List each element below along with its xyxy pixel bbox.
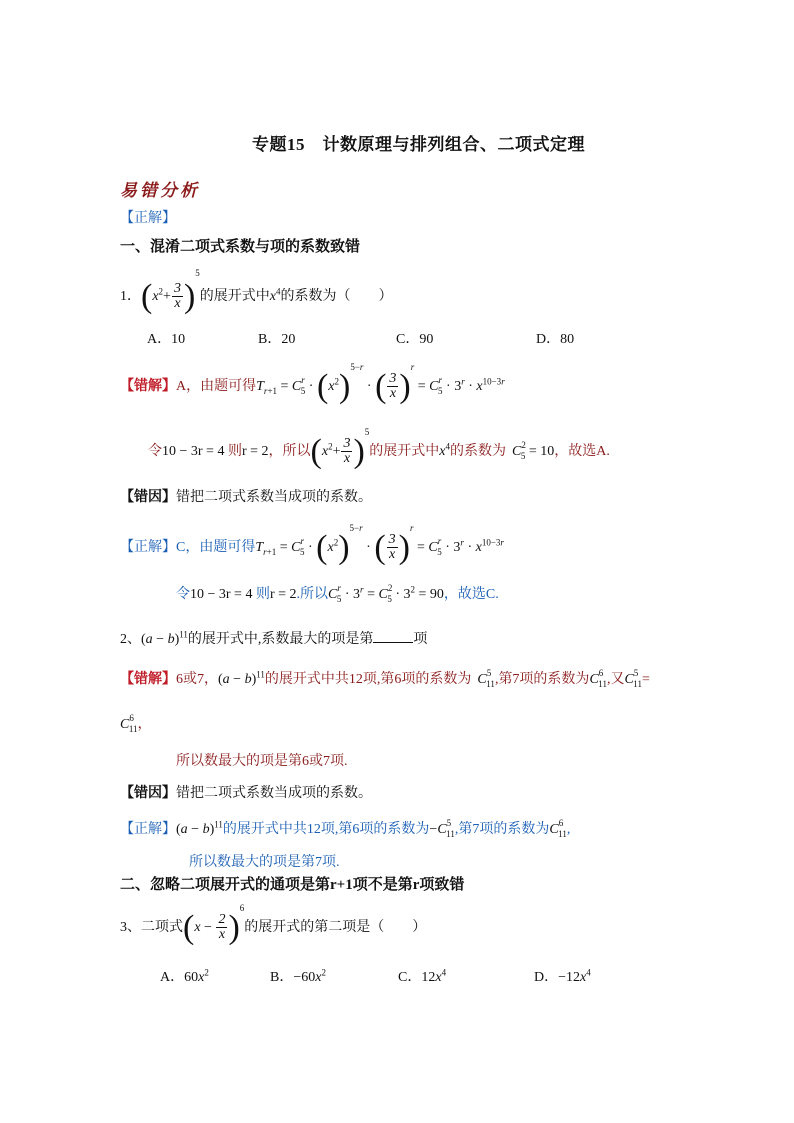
q1-option-c: C．90 (396, 332, 434, 347)
answer-blank[interactable] (373, 630, 413, 643)
q1-cuoyin: 【错因】错把二项式系数当成项的系数。 (120, 490, 372, 505)
q2-zhengjie-conclusion: 所以数最大的项是第7项. (189, 855, 340, 870)
q1-zhengjie: 【正解】C，由题可得$T_{r+1} = C^r_5 \cdot (x^2)^{5-r}$ · ( $\frac{3}{x}$ )$^r = C^r_5 \cdot 3^r \cdot x^{10-3r}$ (120, 523, 504, 566)
q3-stem: 3、二项式(x − $\frac{2}{x}$ )$^6$的展开式的第二项是（ ） (120, 903, 427, 946)
q2-cuojie: 【错解】6或7，$(a - b)^{11}$的展开式中共12项,第6项的系数为 $C^5_{11}$,第7项的系数为$C^6_{11}$,又$C^5_{11}=$ (120, 668, 650, 689)
section-label: 易错分析 (120, 181, 200, 200)
cuoyin-tag: 【错因】 (120, 490, 176, 505)
q3-option-c: C．$12x^4$ (398, 967, 447, 985)
q1-cuojie-line2: 令10 − 3r = 4 则r = 2，所以($x^2+$ $\frac{3}{x}$ )$^5$的展开式中$x^4$的系数为 $C^2_5 = 10$，故选A. (148, 427, 610, 470)
q2-number: 2、 (120, 632, 141, 647)
zhengjie-tag: 【正解】 (120, 211, 176, 226)
heading-1: 一、混淆二项式系数与项的系数致错 (120, 239, 361, 255)
q3-option-d: D．$-12x^4$ (534, 967, 591, 985)
q2-cuojie-conclusion: 所以数最大的项是第6或7项. (176, 754, 348, 769)
fraction: $\frac{3}{x}$ (173, 280, 181, 312)
q1-zhengjie-line2: 令10 − 3r = 4 则r = 2.所以$C^r_5 \cdot 3^r = C^2_5 \cdot 3^2 = 90$，故选C. (176, 583, 499, 604)
cuojie-tag: 【错解】 (120, 379, 176, 394)
heading-2: 二、忽略二项展开式的通项是第r+1项不是第r项致错 (120, 877, 465, 893)
q2-cuojie-cont: $C^6_{11}$， (120, 713, 152, 734)
q2-zhengjie: 【正解】$(a - b)^{11}$的展开式中共12项,第6项的系数为$-C^5_{11}$,第7项的系数为$C^6_{11}$, (120, 818, 571, 839)
q3-option-b: B．$-60x^2$ (270, 967, 326, 985)
q1-number: 1． (120, 289, 141, 304)
q1-stem: 1．($x^2+$ $\frac{3}{x}$ )$^5$的展开式中$x^4$的系数为（ ） (120, 268, 393, 315)
q3-number: 3、 (120, 920, 141, 935)
q1-option-d: D．80 (536, 332, 575, 347)
q2-stem: 2、$(a - b)^{11}$的展开式中,系数最大的项是第 项 (120, 629, 428, 647)
q2-cuoyin: 【错因】错把二项式系数当成项的系数。 (120, 786, 372, 801)
q1-option-b: B．20 (258, 332, 296, 347)
q1-option-a: A．10 (147, 332, 186, 347)
page-title: 专题15 计数原理与排列组合、二项式定理 (252, 135, 585, 154)
q3-option-a: A．$60x^2$ (160, 967, 209, 985)
zhengjie-tag: 【正解】 (120, 540, 176, 555)
q1-cuojie: 【错解】A，由题可得$T_{r+1} = C^r_5 \cdot (x^2)^{5-r}$ · ( $\frac{3}{x}$ )$^r = C^r_5 \cdot 3^r \cdot x^{10-3r}$ (120, 362, 505, 405)
